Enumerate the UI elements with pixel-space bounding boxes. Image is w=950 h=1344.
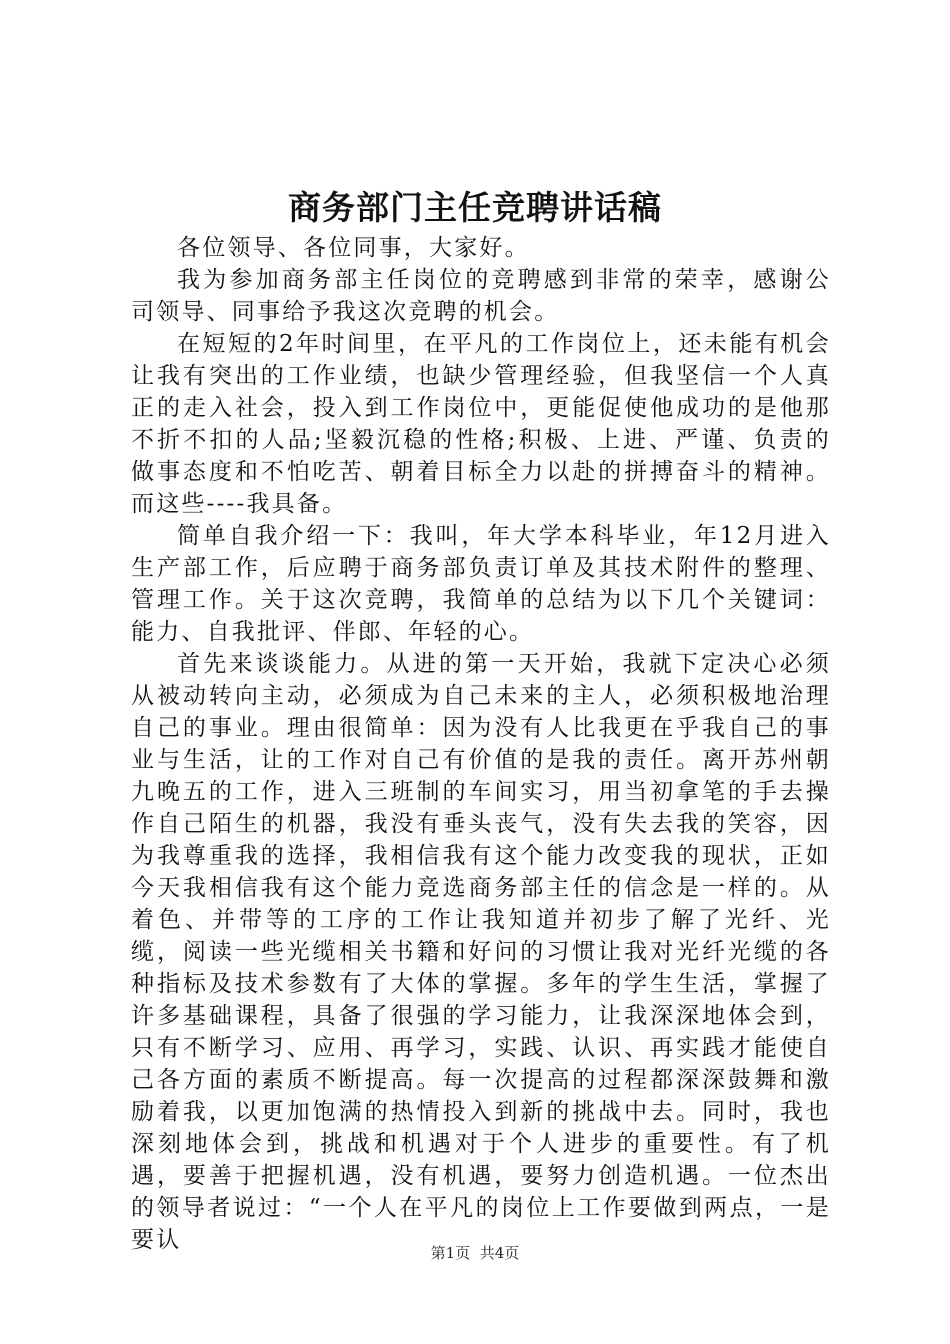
paragraph-introduction: 简单自我介绍一下：我叫，年大学本科毕业，年12月进入生产部工作，后应聘于商务部负责订单及其技术附件的整理、管理工作。关于这次竞聘，我简单的总结为以下几个关键词：能力、自我批评、伴郎、年轻的心。 (131, 523, 831, 645)
paragraph-experience: 在短短的2年时间里，在平凡的工作岗位上，还未能有机会让我有突出的工作业绩，也缺少管理经验，但我坚信一个人真正的走入社会，投入到工作岗位中，更能促使他成功的是他那不折不扣的人品;坚毅沉稳的性格;积极、上进、严谨、负责的做事态度和不怕吃苦、朝着目标全力以赴的拼搏奋斗的精神。而这些----我具备。 (131, 331, 831, 517)
document-body (131, 232, 831, 1256)
page-total: 共4页 (479, 1244, 520, 1262)
paragraph-greeting: 各位领导、各位同事，大家好。 (177, 235, 530, 261)
page-footer (0, 1243, 950, 1263)
page-number: 第1页 (430, 1244, 471, 1262)
paragraph-ability: 首先来谈谈能力。从进的第一天开始，我就下定决心必须从被动转向主动，必须成为自己未来的主人，必须积极地治理自己的事业。理由很简单：因为没有人比我更在乎我自己的事业与生活，让的工作对自己有价值的是我的责任。离开苏州朝九晚五的工作，进入三班制的车间实习，用当初拿笔的手去操作自己陌生的机器，我没有垂头丧气，没有失去我的笑容，因为我尊重我的选择，我相信我有这个能力改变我的现状，正如今天我相信我有这个能力竞选商务部主任的信念是一样的。从着色、并带等的工序的工作让我知道并初步了解了光纤、光缆，阅读一些光缆相关书籍和好问的习惯让我对光纤光缆的各种指标及技术参数有了大体的掌握。多年的学生生活，掌握了许多基础课程，具备了很强的学习能力，让我深深地体会到，只有不断学习、应用、再学习，实践、认识、再实践才能使自己各方面的素质不断提高。每一次提高的过程都深深鼓舞和激励着我，以更加饱满的热情投入到新的挑战中去。同时，我也深刻地体会到，挑战和机遇对于个人进步的重要性。有了机遇，要善于把握机遇，没有机遇，要努力创造机遇。一位杰出的领导者说过：“一个人在平凡的岗位上工作要做到两点，一是要认 (131, 651, 831, 1253)
document-title: 商务部门主任竞聘讲话稿 (288, 188, 662, 227)
paragraph-thanks: 我为参加商务部主任岗位的竞聘感到非常的荣幸，感谢公司领导、同事给予我这次竞聘的机会。 (131, 267, 831, 325)
